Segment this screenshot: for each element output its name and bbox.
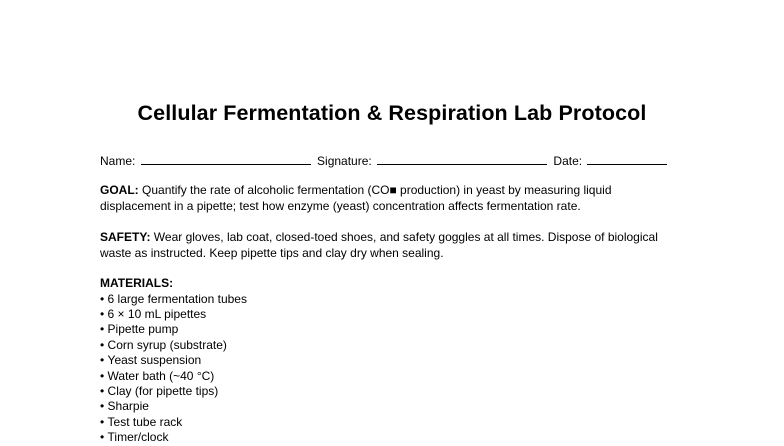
name-label: Name: — [100, 154, 136, 168]
materials-label: MATERIALS: — [100, 276, 174, 290]
materials-item: • Clay (for pipette tips) — [100, 384, 660, 399]
header-fields — [100, 153, 700, 168]
materials-item: • Yeast suspension — [100, 353, 660, 368]
signature-label: Signature: — [317, 154, 372, 168]
safety-text: Wear gloves, lab coat, closed-toed shoes, and safety goggles at all times. Dispose of biological waste as instructed. Keep pipette tips and clay dry when sealing. — [100, 230, 658, 260]
signature-blank — [377, 153, 547, 165]
date-blank — [587, 153, 667, 165]
date-label: Date: — [553, 154, 583, 168]
materials-item: • Sharpie — [100, 399, 660, 414]
goal-label: GOAL: — [100, 183, 139, 197]
materials-item: • Timer/clock — [100, 430, 660, 445]
materials-item: • Water bath (~40 °C) — [100, 369, 660, 384]
materials-item: • Test tube rack — [100, 415, 660, 430]
materials-list — [100, 292, 660, 446]
materials-item: • Corn syrup (substrate) — [100, 338, 660, 353]
materials-item: • Pipette pump — [100, 322, 660, 337]
document-title: Cellular Fermentation & Respiration Lab Protocol — [137, 101, 647, 125]
goal-section — [100, 183, 660, 214]
goal-text: Quantify the rate of alcoholic fermentation (CO■ production) in yeast by measuring liquid displacement in a pipette; test how enzyme (yeast) concentration affects fermentation rate. — [100, 183, 612, 213]
safety-label: SAFETY: — [100, 230, 151, 244]
materials-item: • 6 × 10 mL pipettes — [100, 307, 660, 322]
safety-section — [100, 230, 660, 261]
name-blank — [141, 153, 311, 165]
materials-section — [100, 276, 660, 446]
materials-item: • 6 large fermentation tubes — [100, 292, 660, 307]
